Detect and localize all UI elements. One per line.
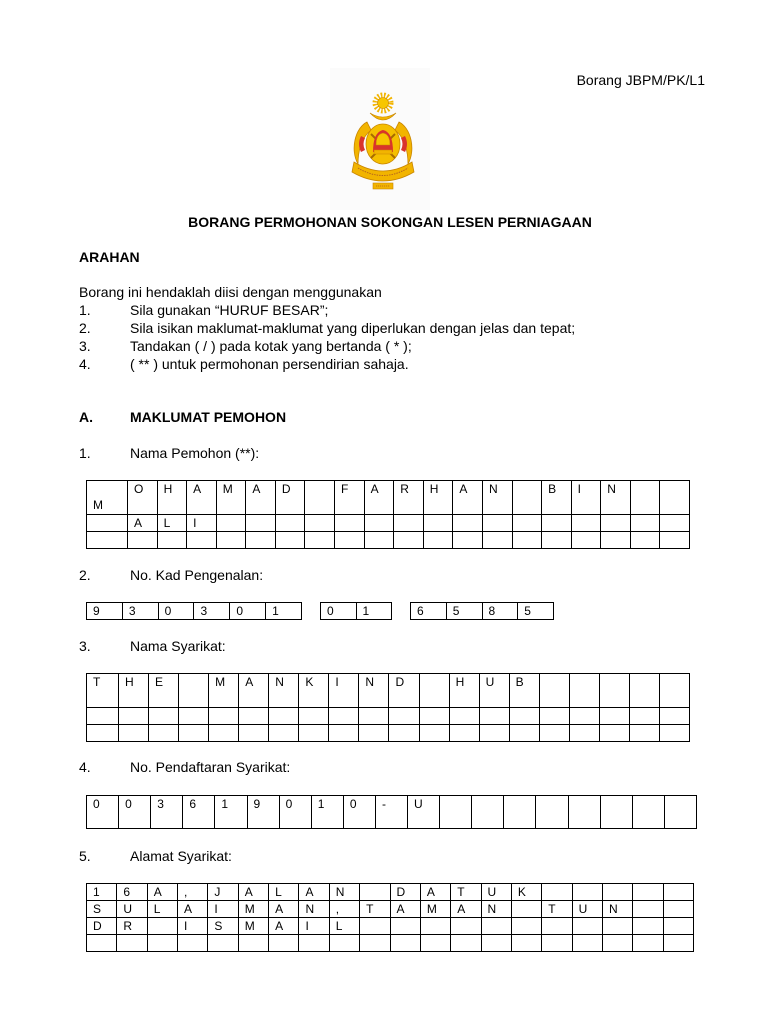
- registration-cell: U: [408, 796, 440, 829]
- ic-digit-cell: 1: [266, 603, 302, 620]
- address-cell: I: [299, 918, 329, 935]
- address-cell: A: [299, 884, 329, 901]
- address-cell: N: [299, 901, 329, 918]
- registration-cell: [472, 796, 504, 829]
- company-name-cell: [179, 708, 209, 725]
- ic-digit-cell: 5: [447, 603, 483, 620]
- address-cell: [360, 935, 390, 952]
- applicant-name-cell: [631, 532, 661, 549]
- company-name-cell: I: [329, 674, 359, 708]
- applicant-name-cell: [305, 532, 335, 549]
- company-name-cell: [510, 725, 540, 742]
- applicant-name-cell: H: [158, 481, 188, 515]
- company-name-cell: [420, 708, 450, 725]
- address-cell: ,: [330, 901, 360, 918]
- address-cell: D: [391, 884, 421, 901]
- applicant-name-cell: [128, 532, 158, 549]
- crest-crescent: [370, 113, 396, 120]
- address-cell: [603, 918, 633, 935]
- instructions-intro: Borang ini hendaklah diisi dengan menggunakan: [79, 284, 382, 300]
- address-cell: [512, 935, 542, 952]
- applicant-name-cell: R: [394, 481, 424, 515]
- applicant-name-cell: [660, 532, 690, 549]
- ic-digit-cell: 9: [87, 603, 123, 620]
- company-name-cell: [209, 725, 239, 742]
- company-name-cell: [269, 708, 299, 725]
- company-address-grid: [86, 883, 694, 952]
- form-code: Borang JBPM/PK/L1: [576, 72, 705, 88]
- applicant-name-cell: [87, 532, 128, 549]
- applicant-name-cell: F: [335, 481, 365, 515]
- ic-digit-cell: 1: [357, 603, 393, 620]
- section-letter: A.: [79, 409, 93, 425]
- applicant-name-cell: [365, 532, 395, 549]
- company-name-cell: [570, 674, 600, 708]
- address-cell: N: [482, 901, 512, 918]
- address-cell: [542, 918, 572, 935]
- ic-digit-cell: 0: [230, 603, 266, 620]
- registration-cell: [504, 796, 536, 829]
- company-name-cell: [540, 708, 570, 725]
- instruction-text: ( ** ) untuk permohonan persendirian sahaja.: [130, 356, 409, 372]
- ic-digit-cell: 3: [194, 603, 230, 620]
- applicant-name-cell: [483, 532, 513, 549]
- address-cell: A: [391, 901, 421, 918]
- address-cell: S: [208, 918, 238, 935]
- address-cell: [573, 935, 603, 952]
- company-name-cell: A: [239, 674, 269, 708]
- section-a-heading: [79, 408, 286, 426]
- ic-digit-cell: 0: [159, 603, 195, 620]
- address-cell: N: [603, 901, 633, 918]
- address-cell: [633, 918, 663, 935]
- applicant-name-cell: I: [572, 481, 602, 515]
- applicant-name-cell: [453, 532, 483, 549]
- address-cell: [360, 918, 390, 935]
- address-cell: D: [87, 918, 117, 935]
- address-cell: [117, 935, 147, 952]
- instruction-item: [79, 301, 328, 319]
- instruction-text: Sila gunakan “HURUF BESAR”;: [130, 302, 329, 318]
- field-label-company-address: [79, 847, 232, 865]
- company-name-cell: [87, 708, 119, 725]
- address-cell: U: [117, 901, 147, 918]
- instruction-item: [79, 355, 409, 373]
- registration-cell: 1: [312, 796, 344, 829]
- company-name-cell: [600, 725, 630, 742]
- applicant-name-cell: N: [483, 481, 513, 515]
- address-cell: A: [178, 901, 208, 918]
- instruction-item: [79, 319, 575, 337]
- crest-logo-icon: [347, 92, 419, 192]
- applicant-name-cell: H: [424, 481, 454, 515]
- company-name-cell: [299, 725, 329, 742]
- address-cell: A: [148, 884, 178, 901]
- applicant-name-cell: [424, 515, 454, 532]
- address-cell: M: [421, 901, 451, 918]
- field-label: Nama Syarikat:: [130, 638, 226, 654]
- company-name-cell: N: [269, 674, 299, 708]
- company-name-cell: [179, 674, 209, 708]
- registration-number-grid: [86, 795, 697, 829]
- company-name-cell: [630, 725, 660, 742]
- company-name-cell: [179, 725, 209, 742]
- address-cell: [421, 935, 451, 952]
- registration-cell: 0: [344, 796, 376, 829]
- address-cell: U: [573, 901, 603, 918]
- company-name-cell: [119, 708, 149, 725]
- registration-cell: 9: [248, 796, 280, 829]
- company-name-cell: [630, 674, 660, 708]
- field-label: No. Pendaftaran Syarikat:: [130, 759, 291, 775]
- company-name-cell: B: [510, 674, 540, 708]
- address-cell: N: [330, 884, 360, 901]
- applicant-name-cell: N: [601, 481, 631, 515]
- applicant-name-cell: [394, 515, 424, 532]
- field-label-ic-number: [79, 566, 263, 584]
- address-cell: L: [148, 901, 178, 918]
- registration-cell: 0: [280, 796, 312, 829]
- form-title: BORANG PERMOHONAN SOKONGAN LESEN PERNIAGAAN: [188, 214, 592, 230]
- applicant-name-cell: [305, 481, 335, 515]
- instructions-heading: ARAHAN: [79, 249, 140, 265]
- field-label-company-name: [79, 637, 226, 655]
- address-cell: R: [117, 918, 147, 935]
- address-cell: [482, 935, 512, 952]
- address-cell: J: [208, 884, 238, 901]
- address-cell: [391, 918, 421, 935]
- registration-cell: 0: [87, 796, 119, 829]
- address-cell: [664, 884, 694, 901]
- ic-number-group-3: [410, 602, 554, 620]
- address-cell: 1: [87, 884, 117, 901]
- applicant-name-cell: [483, 515, 513, 532]
- applicant-name-cell: [335, 515, 365, 532]
- address-cell: [633, 935, 663, 952]
- address-cell: I: [208, 901, 238, 918]
- company-name-cell: U: [480, 674, 510, 708]
- address-cell: K: [512, 884, 542, 901]
- applicant-name-cell: [365, 515, 395, 532]
- company-name-cell: [450, 708, 480, 725]
- address-cell: A: [451, 901, 481, 918]
- company-name-cell: [600, 674, 630, 708]
- company-name-cell: M: [209, 674, 239, 708]
- address-cell: [512, 918, 542, 935]
- company-name-cell: [87, 725, 119, 742]
- field-label-registration-number: [79, 758, 290, 776]
- registration-cell: [536, 796, 568, 829]
- address-cell: [299, 935, 329, 952]
- company-name-cell: [570, 708, 600, 725]
- address-cell: [482, 918, 512, 935]
- address-cell: [178, 935, 208, 952]
- address-cell: [148, 918, 178, 935]
- address-cell: ,: [178, 884, 208, 901]
- address-cell: [330, 935, 360, 952]
- instruction-number: 1.: [79, 302, 91, 318]
- address-cell: [148, 935, 178, 952]
- applicant-name-cell: [453, 515, 483, 532]
- company-name-cell: [660, 725, 690, 742]
- applicant-name-cell: [631, 515, 661, 532]
- company-name-cell: [420, 674, 450, 708]
- crest-sun: [375, 95, 391, 111]
- company-name-cell: K: [299, 674, 329, 708]
- address-cell: [360, 884, 390, 901]
- instruction-number: 3.: [79, 338, 91, 354]
- address-cell: T: [542, 901, 572, 918]
- applicant-name-cell: [572, 515, 602, 532]
- registration-cell: [665, 796, 697, 829]
- applicant-name-cell: [217, 532, 247, 549]
- address-cell: T: [360, 901, 390, 918]
- address-cell: U: [482, 884, 512, 901]
- instruction-text: Tandakan ( / ) pada kotak yang bertanda ( * );: [130, 338, 412, 354]
- field-number: 2.: [79, 567, 91, 583]
- applicant-name-cell: [394, 532, 424, 549]
- field-number: 5.: [79, 848, 91, 864]
- address-cell: A: [269, 901, 299, 918]
- address-cell: [451, 918, 481, 935]
- address-cell: [391, 935, 421, 952]
- address-cell: [633, 901, 663, 918]
- company-name-cell: [660, 674, 690, 708]
- applicant-name-cell: I: [187, 515, 217, 532]
- company-name-cell: [540, 674, 570, 708]
- company-name-cell: [600, 708, 630, 725]
- applicant-name-cell: [572, 532, 602, 549]
- company-name-cell: [480, 725, 510, 742]
- address-cell: [542, 884, 572, 901]
- address-cell: [573, 884, 603, 901]
- applicant-name-cell: [276, 515, 306, 532]
- company-name-cell: E: [149, 674, 179, 708]
- crest-ribbon: [352, 162, 414, 181]
- applicant-name-cell: [542, 532, 572, 549]
- field-number: 1.: [79, 445, 91, 461]
- applicant-name-cell: [660, 515, 690, 532]
- address-cell: A: [269, 918, 299, 935]
- address-cell: [512, 901, 542, 918]
- applicant-name-cell: [513, 515, 543, 532]
- company-name-cell: [329, 725, 359, 742]
- registration-cell: [569, 796, 601, 829]
- company-name-grid: [86, 673, 690, 742]
- registration-cell: 6: [183, 796, 215, 829]
- address-cell: 6: [117, 884, 147, 901]
- address-cell: L: [330, 918, 360, 935]
- company-name-cell: [149, 725, 179, 742]
- applicant-name-cell: [187, 532, 217, 549]
- instruction-text: Sila isikan maklumat-maklumat yang diperlukan dengan jelas dan tepat;: [130, 320, 576, 336]
- field-label-applicant-name: [79, 444, 259, 462]
- company-name-cell: [389, 708, 419, 725]
- company-name-cell: [480, 708, 510, 725]
- company-name-cell: [209, 708, 239, 725]
- instruction-item: [79, 337, 412, 355]
- applicant-name-cell: [335, 532, 365, 549]
- ic-number-group-2: [320, 602, 392, 620]
- applicant-name-cell: [246, 515, 276, 532]
- company-name-cell: [540, 725, 570, 742]
- applicant-name-cell: O: [128, 481, 158, 515]
- applicant-name-cell: [305, 515, 335, 532]
- applicant-name-cell: A: [453, 481, 483, 515]
- company-name-cell: D: [389, 674, 419, 708]
- address-cell: [239, 935, 269, 952]
- company-name-cell: [389, 725, 419, 742]
- registration-cell: 0: [119, 796, 151, 829]
- company-name-cell: N: [359, 674, 389, 708]
- applicant-name-cell: [601, 515, 631, 532]
- address-cell: [451, 935, 481, 952]
- applicant-name-cell: [217, 515, 247, 532]
- applicant-name-cell: L: [158, 515, 188, 532]
- company-name-cell: [359, 725, 389, 742]
- applicant-name-cell: [631, 481, 661, 515]
- address-cell: L: [269, 884, 299, 901]
- applicant-name-cell: [513, 532, 543, 549]
- section-title: MAKLUMAT PEMOHON: [130, 409, 287, 425]
- address-cell: S: [87, 901, 117, 918]
- address-cell: M: [239, 918, 269, 935]
- applicant-name-cell: [513, 481, 543, 515]
- ic-digit-cell: 0: [321, 603, 357, 620]
- instruction-number: 4.: [79, 356, 91, 372]
- registration-cell: 3: [151, 796, 183, 829]
- company-name-cell: [630, 708, 660, 725]
- company-name-cell: [239, 725, 269, 742]
- address-cell: A: [239, 884, 269, 901]
- address-cell: [664, 901, 694, 918]
- company-name-cell: [359, 708, 389, 725]
- field-number: 4.: [79, 759, 91, 775]
- address-cell: [633, 884, 663, 901]
- company-name-cell: [570, 725, 600, 742]
- company-name-cell: [239, 708, 269, 725]
- address-cell: [603, 884, 633, 901]
- instruction-number: 2.: [79, 320, 91, 336]
- company-name-cell: [149, 708, 179, 725]
- applicant-name-cell: [158, 532, 188, 549]
- applicant-name-cell: [246, 532, 276, 549]
- applicant-name-cell: M: [87, 481, 128, 515]
- registration-cell: [440, 796, 472, 829]
- registration-cell: 1: [215, 796, 247, 829]
- address-cell: [664, 918, 694, 935]
- ic-digit-cell: 3: [123, 603, 159, 620]
- ic-digit-cell: 8: [483, 603, 519, 620]
- company-name-cell: [660, 708, 690, 725]
- registration-cell: -: [376, 796, 408, 829]
- company-name-cell: [119, 725, 149, 742]
- address-cell: [542, 935, 572, 952]
- applicant-name-cell: B: [542, 481, 572, 515]
- address-cell: [603, 935, 633, 952]
- company-name-cell: [329, 708, 359, 725]
- address-cell: [269, 935, 299, 952]
- applicant-name-cell: [87, 515, 128, 532]
- applicant-name-cell: A: [128, 515, 158, 532]
- address-cell: M: [239, 901, 269, 918]
- company-name-cell: [299, 708, 329, 725]
- company-name-cell: [450, 725, 480, 742]
- address-cell: [664, 935, 694, 952]
- company-name-cell: H: [450, 674, 480, 708]
- field-number: 3.: [79, 638, 91, 654]
- applicant-name-cell: A: [187, 481, 217, 515]
- applicant-name-cell: [542, 515, 572, 532]
- applicant-name-cell: [660, 481, 690, 515]
- company-name-cell: [269, 725, 299, 742]
- applicant-name-cell: A: [246, 481, 276, 515]
- address-cell: T: [451, 884, 481, 901]
- ic-digit-cell: 6: [411, 603, 447, 620]
- address-cell: [421, 918, 451, 935]
- field-label: No. Kad Pengenalan:: [130, 567, 264, 583]
- applicant-name-cell: A: [365, 481, 395, 515]
- crest-area: [330, 68, 430, 210]
- address-cell: [208, 935, 238, 952]
- company-name-cell: T: [87, 674, 119, 708]
- applicant-name-cell: [601, 532, 631, 549]
- applicant-name-cell: [424, 532, 454, 549]
- address-cell: [87, 935, 117, 952]
- applicant-name-cell: [276, 532, 306, 549]
- address-cell: A: [421, 884, 451, 901]
- company-name-cell: [420, 725, 450, 742]
- address-cell: [573, 918, 603, 935]
- company-name-cell: H: [119, 674, 149, 708]
- field-label: Nama Pemohon (**):: [130, 445, 260, 461]
- ic-digit-cell: 5: [518, 603, 554, 620]
- applicant-name-cell: D: [276, 481, 306, 515]
- company-name-cell: [510, 708, 540, 725]
- field-label: Alamat Syarikat:: [130, 848, 232, 864]
- applicant-name-grid: [86, 480, 690, 549]
- applicant-name-cell: M: [217, 481, 247, 515]
- registration-cell: [633, 796, 665, 829]
- address-cell: I: [178, 918, 208, 935]
- registration-cell: [601, 796, 633, 829]
- ic-number-group-1: [86, 602, 302, 620]
